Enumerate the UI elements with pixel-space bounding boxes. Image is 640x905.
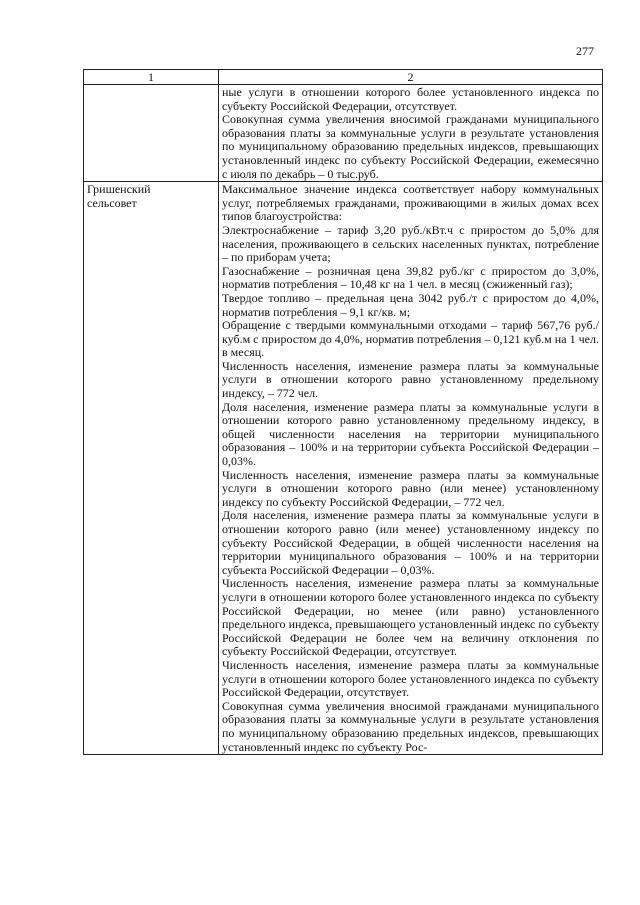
page-number: 277 <box>576 44 594 58</box>
paragraph: Совокупная сумма увеличения вносимой гражданами муниципального образования платы за коммунальные услуги в результате установления по муниципальному образованию предельных индексов, превышающих установленный индекс по субъекту Российской Федерации, ежемесячно с июля по декабрь – 0 тыс.руб. <box>222 112 599 181</box>
paragraph: Численность населения, изменение размера платы за коммунальные услуги в отношении которого равно установленному предельному индексу, – 772 чел. <box>222 358 599 401</box>
description-cell <box>219 182 603 755</box>
tariff-table <box>83 69 603 755</box>
paragraph: Максимальное значение индекса соответствует набору коммунальных услуг, потребляемых гражданами, проживающими в жилых домах всех типов благоустройства: <box>222 182 599 224</box>
region-name-line: сельсовет <box>87 195 137 210</box>
paragraph: Газоснабжение – розничная цена 39,82 руб./кг с приростом до 3,0%, норматив потребления – 10,48 кг на 1 чел. в месяц (сжиженный газ); <box>222 263 599 292</box>
region-name-line: Гришенский <box>87 182 151 197</box>
paragraph: Численность населения, изменение размера платы за коммунальные услуги в отношении которого равно (или менее) установленному индексу по субъекту Российской Федерации, – 772 чел. <box>222 467 599 509</box>
paragraph: Доля населения, изменение размера платы за коммунальные услуги в отношении которого равно установленному предельному индексу, в общей численности населения на территории муниципального образования – 100% и на территории субъекта Российской Федерации – 0,03%. <box>222 399 599 469</box>
paragraph: Электроснабжение – тариф 3,20 руб./кВт.ч с приростом до 5,0% для населения, проживающего в сельских населенных пунктах, потребление – по приборам учета; <box>222 222 599 265</box>
paragraph: Численность населения, изменение размера платы за коммунальные услуги в отношении которого более установленного индекса по субъекту Российской Федерации, отсутствует. <box>222 657 599 700</box>
paragraph: Совокупная сумма увеличения вносимой гражданами муниципального образования платы за коммунальные услуги в результате установления по муниципальному образованию предельных индексов, превышающих установленный индекс по субъекту Рос- <box>222 698 599 754</box>
paragraph: Численность населения, изменение размера платы за коммунальные услуги в отношении которого более установленного индекса по субъекту Российской Федерации, но менее (или равно) установленного предельного индекса, превышающего установленный индекс по субъекту Российской Федерации не более чем на величину отклонения по субъекту Российской Федерации, отсутствует. <box>222 576 599 659</box>
column-header-1: 1 <box>84 70 219 85</box>
table-header-row <box>84 70 603 85</box>
paragraph: Твердое топливо – предельная цена 3042 руб./т с приростом до 4,0%, норматив потребления – 9,1 кг/кв. м; <box>222 290 599 319</box>
table-row <box>84 85 603 182</box>
column-header-2: 2 <box>219 70 603 85</box>
description-cell <box>219 85 603 182</box>
region-cell <box>84 182 219 755</box>
paragraph: Обращение с твердыми коммунальными отходами – тариф 567,76 руб./куб.м с приростом до 4,0%, норматив потребления – 0,121 куб.м на 1 чел. в месяц. <box>222 318 599 360</box>
paragraph: Доля населения, изменение размера платы за коммунальные услуги в отношении которого равно (или менее) установленному индексу по субъекту Российской Федерации, в общей численности населения на территории муниципального образования – 100% и на территории субъекта Российской Федерации – 0,03%. <box>222 508 599 577</box>
table-row <box>84 182 603 755</box>
paragraph: ные услуги в отношении которого более установленного индекса по субъекту Российской Федерации, отсутствует. <box>222 85 599 113</box>
region-cell-empty <box>84 85 219 182</box>
